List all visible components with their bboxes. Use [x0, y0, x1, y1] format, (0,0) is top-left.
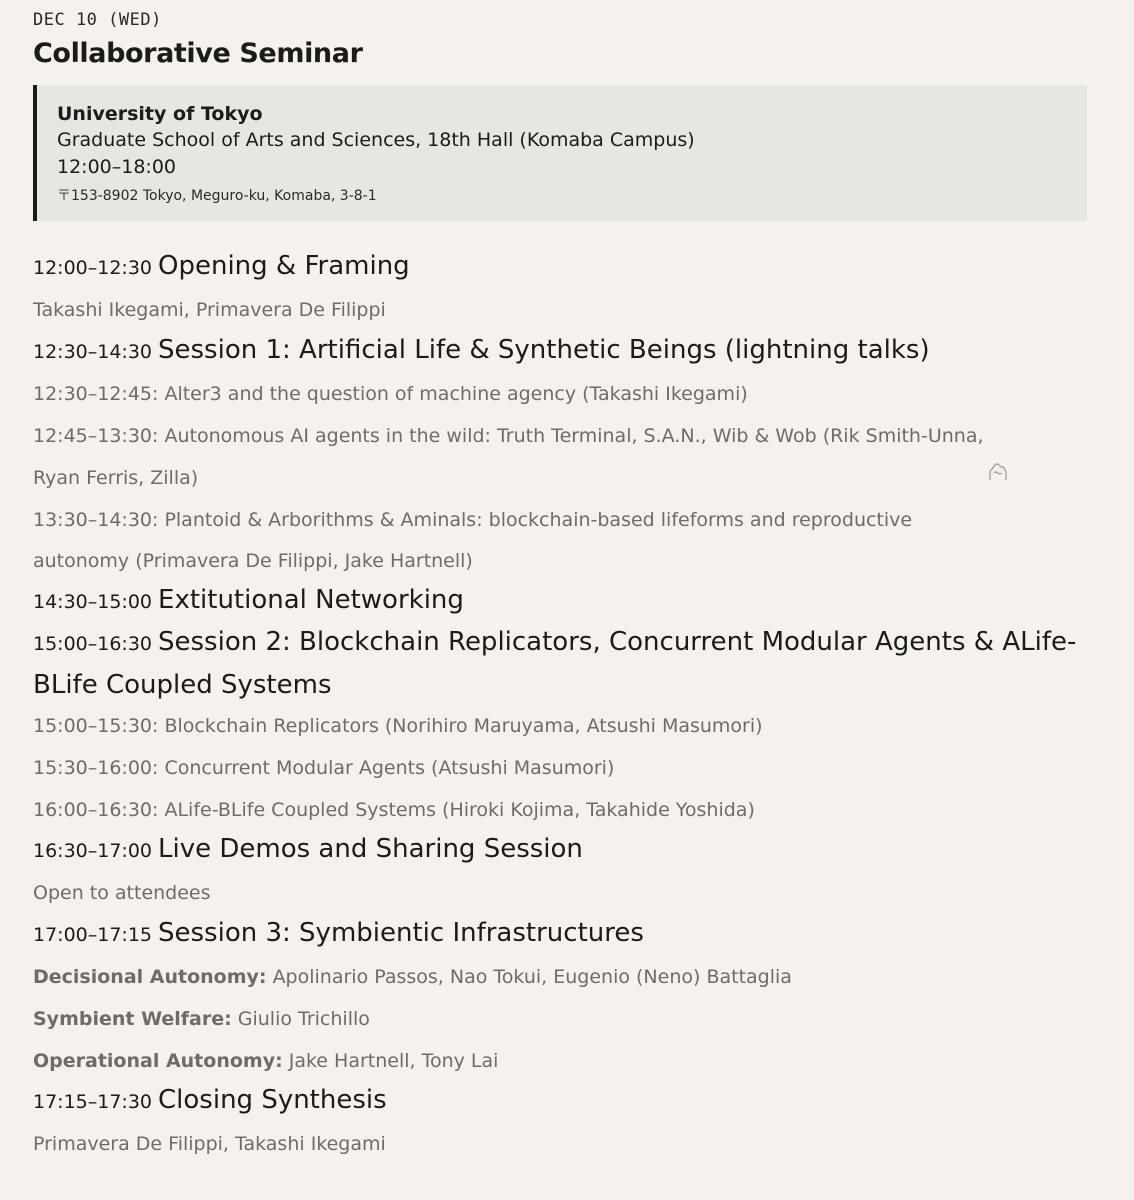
event-date: DEC 10 (WED) [33, 10, 162, 30]
item-time: 12:30–14:30 [33, 341, 153, 363]
group-label: Operational Autonomy: [33, 1050, 283, 1072]
group-line [33, 962, 792, 992]
item-people: Takashi Ikegami, Primavera De Filippi [33, 299, 386, 321]
item-time: 17:15–17:30 [33, 1091, 153, 1113]
item-time: 17:00–17:15 [33, 924, 153, 946]
group-line [33, 1004, 370, 1034]
schedule-item-session3 [33, 915, 644, 951]
talk-line: 13:30–14:30: Plantoid & Arborithms & Aminals: blockchain-based lifeforms and reproductive [33, 509, 913, 531]
group-line [33, 1046, 498, 1076]
item-title: Closing Synthesis [158, 1085, 387, 1115]
schedule-item-session2 [33, 624, 1076, 660]
schedule-item-opening [33, 248, 410, 284]
talk-line: 12:45–13:30: Autonomous AI agents in the wild: Truth Terminal, S.A.N., Wib & Wob (Rik Smith-Unna, [33, 425, 984, 447]
item-time: 14:30–15:00 [33, 591, 153, 613]
venue-hours: 12:00–18:00 [57, 156, 177, 178]
item-title: Opening & Framing [158, 251, 410, 281]
schedule-item-demos [33, 831, 583, 867]
venue-name: University of Tokyo [57, 103, 263, 125]
talk-line: Ryan Ferris, Zilla) [33, 467, 199, 489]
schedule-item-session1 [33, 332, 930, 368]
group-people: Jake Hartnell, Tony Lai [288, 1050, 499, 1072]
item-title: Session 2: Blockchain Replicators, Concurrent Modular Agents & ALife- [158, 627, 1077, 657]
item-time: 15:00–16:30 [33, 633, 153, 655]
item-title: Live Demos and Sharing Session [158, 834, 583, 864]
item-time: 16:30–17:00 [33, 840, 153, 862]
group-label: Decisional Autonomy: [33, 966, 267, 988]
item-note: Open to attendees [33, 882, 211, 904]
group-people: Apolinario Passos, Nao Tokui, Eugenio (Neno) Battaglia [272, 966, 792, 988]
item-title-continued: BLife Coupled Systems [33, 670, 332, 700]
schedule-item-closing [33, 1082, 387, 1118]
talk-line: 12:30–12:45: Alter3 and the question of machine agency (Takashi Ikegami) [33, 383, 748, 405]
talk-line: 15:30–16:00: Concurrent Modular Agents (Atsushi Masumori) [33, 757, 615, 779]
talk-line: 15:00–15:30: Blockchain Replicators (Norihiro Maruyama, Atsushi Masumori) [33, 715, 763, 737]
item-title: Session 3: Symbientic Infrastructures [158, 918, 644, 948]
venue-location: Graduate School of Arts and Sciences, 18th Hall (Komaba Campus) [57, 129, 695, 151]
talk-line: 16:00–16:30: ALife-BLife Coupled Systems (Hiroki Kojima, Takahide Yoshida) [33, 799, 755, 821]
item-people: Primavera De Filippi, Takashi Ikegami [33, 1133, 386, 1155]
talk-line: autonomy (Primavera De Filippi, Jake Hartnell) [33, 550, 473, 572]
venue-card [33, 85, 1087, 221]
hand-pointer-icon [986, 460, 1010, 484]
event-title: Collaborative Seminar [33, 38, 363, 69]
item-title: Extitutional Networking [158, 585, 464, 615]
item-title: Session 1: Artificial Life & Synthetic Beings (lightning talks) [158, 335, 930, 365]
group-people: Giulio Trichillo [237, 1008, 370, 1030]
item-time: 12:00–12:30 [33, 257, 153, 279]
group-label: Symbient Welfare: [33, 1008, 232, 1030]
venue-address: 〒153-8902 Tokyo, Meguro-ku, Komaba, 3-8-1 [57, 188, 377, 204]
schedule-item-networking [33, 582, 464, 618]
